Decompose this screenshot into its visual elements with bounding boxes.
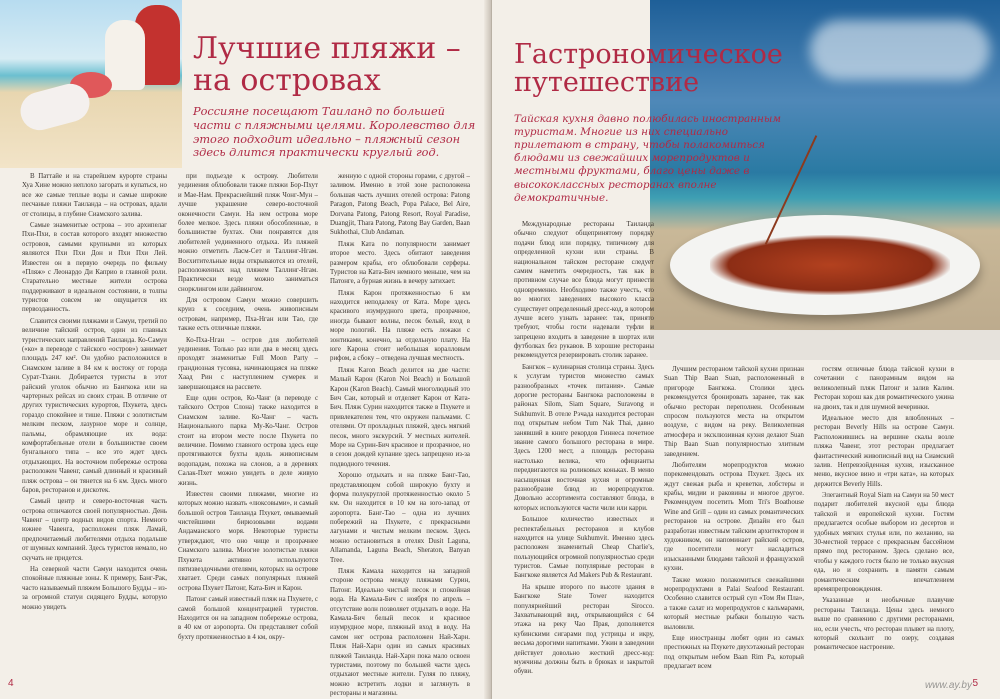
paragraph: В Паттайе и на старейшем курорте страны Хуа Хине можно неплохо загорать и купаться, но все же самые теплые воды и самые широкие песчаные пляжи Таиланда – на островах, вдали от столицы, в глубине Сиамского залива. <box>22 173 167 218</box>
right-column-2 <box>664 365 804 674</box>
paragraph: Известен своими пляжами, многие из которых можно назвать «люксовыми», и самый большой остров Таиланда Пхукет, омываемый чистейшими бирюзовыми водами Андаманского моря. Некоторые туристы утверждают, что оно чище и прозрачнее Сиамского залива. Многие золотистые пляжи Пхукета активно используются пятизвездочными отелями, которых на острове хватает. Среди самых популярных пляжей острова Пхукет Патонг, Ката-Бич и Карон. <box>178 490 318 592</box>
paragraph: Любителям морепродуктов можно порекомендовать острова Пхукет. Здесь их ждут свежая рыба и креветки, лобстеры и крабы, мидии и раковины и многое другое. Рекомендуем посетить Mom Tri's Boathouse Wine and Grill – один из самых романтических ресторанов на острове. Дизайн его был разработан известным тайским архитектором и художником, он напоминает райский остров, где посетители могут насладиться изысканными блюдами тайской и французской кухни. <box>664 461 804 573</box>
paragraph: Для островом Самуи можно совершить круиз к соседним, очень живописным островам, например, Пха-Нган или Тао, где также есть отличные пляжи. <box>178 297 318 333</box>
paragraph: женную с одной стороны горами, с другой – заливом. Именно в этой зоне расположена большая часть лучших отелей острова: Patong Paragon, Patong Beach, Popa Palace, Bel Aire, Dorvana Patong, Patong Resort, Royal Paradise, Duangjit, Thara Patong, Patong Bay Garden, Baan Sukhothai, Club Andaman. <box>330 173 470 237</box>
paragraph: Славится своими пляжами и Самуи, третий по величине тайский остров, один из главных туристических направлений Таиланда. Ко-Самуи («ко» в переводе с тайского «остров») занимает площадь 247 км². Он удобно расположился в Сиамском заливе в 84 км к востоку от города Сурат-Тхани. Добирается туристы в этот райский уголок обычно из Бангкока или на чартерных рейсах из своих стран. В отличие от других туристических курортов, Пхукета, здесь гораздо спокойнее и тише. Пляжи с золотистым мелким песком, лазурное море и солнце, пальмы, обрамляющие их вода: комфортабельные отели в большинстве своем бунгального типа – все это ждет здесь отдыхающих. На восточном побережье острова расположен Чавенг, самый длинный и красивый пляж острова – он тянется на 6 км. Здесь много баров, ресторанов и дискотек. <box>22 317 167 494</box>
page-number-left: 4 <box>8 678 14 689</box>
right-title: Гастрономическое путешествие <box>514 39 783 99</box>
paragraph: Пляж Карон протяженностью 6 км находится неподалеку от Ката. Море здесь красивого изумрудного цвета, прозрачное, иногда бывают волны, песок белый, вход в море пологий. На пляже есть лежаки с зонтиками, конечно, за отдельную плату. На юге Карона стоит небольшая коралловым рифом, а сбоку – отведена лучшая местность. <box>330 289 470 363</box>
paragraph: Самый центр и северо-восточная часть острова отличаются своей популярностью. День Чавенг – центр водных видов спорта. Немного южнее Чавенга, расположен пляж Ламай, предпочитаемый любителями отдыха подальше от шумных компаний. Здесь туристов немало, но скучать не придется. <box>22 498 167 562</box>
left-column-2 <box>178 172 318 644</box>
paragraph: Лучшим рестораном тайской кухни признан Suan Thip Baan Suan, расположенный в пригороде Бангкока. Столики здесь рекомендуется бронировать заранее, так как обычно ресторан переполнен. Особенным спросом пользуются места на открытом воздухе, с видом на реку. Великолепная атмосфера и эксклюзивная кухня делают Suan Thip Baan Suan популярностью элитным заведением. <box>664 366 804 458</box>
paragraph: Пляж Karon Beach делится на две части: Малый Карон (Karon Noi Beach) и Большой Карон (Karon Beach). Самый многолюдный это Бич Саи, который и отделяет Карон от Ката-Бич. Пляж Сурин находится также в Пхукете и привлекателен тем, что окружен пальмами. С отелями. От прохладных пляжей, здесь мягкий песок, много экскурсий. У местных жителей. Море на Сурин-Бич красивое и прозрачное, но в сезон дождей купание здесь запрещено из-за подводного течения. <box>330 366 470 468</box>
right-page <box>492 0 1000 699</box>
watermark: www.ay.by <box>924 680 972 691</box>
paragraph: гостям отличные блюда тайской кухни в сочетании с панорамным видом на великолепный пляж Патонг и залив Калим. Ресторан хорош как для романтического ужина на двоих, так и для шумной вечеринки. <box>814 366 954 411</box>
left-column-1 <box>22 172 167 614</box>
paragraph: Пляж Ката по популярности занимает второе место. Здесь обитают заведения размером крабы, его облюбовали серферы. Туристов на Ката-Бич немного меньше, чем на Патонге, а бурная жизнь в вечеру затихает. <box>330 240 470 286</box>
paragraph: Также можно полакомиться свежайшими морепродуктами в Palai Seafood Restaurant. Особенно славится острый суп «Том Ям Пла», а также салат из морепродуктов с кальмарами, который местные рыбаки большую часть выловили. <box>664 576 804 631</box>
paragraph: Большое количество известных и респектабельных ресторанов и клубов находится на улице Sukhumvit. Именно здесь расположен знаменитый Cheap Charlie's, пользующийся огромной популярностью среди туристов. Самые популярные ресторан в Бангкоке является Ad Makers Pub & Restaurant. <box>514 516 654 580</box>
paragraph: Еще один остров, Ко-Чанг (в переводе с тайского Остров Слона) также находится в Сиамском заливе. Ко-Чанг – часть Национального парка Му-Ко-Чанг. Остров стоит на втором месте после Пхукета по величине. Помимо главного острова здесь еще протягиваются бухты вдоль живописным водопадам, похожа на слонов, а в деревнях Салак-Пхет можно увидеть в деле живую жизнь. <box>178 394 318 487</box>
lobster-dish <box>710 235 950 295</box>
left-column-3 <box>330 172 470 699</box>
paragraph: На северной части Самуи находится очень спокойные пляжные зоны. К примеру, Банг-Рак, часто называемый пляжем Большого Будды – из-за огромной статуи сидящего Будды, которую можно увидеть <box>22 566 167 611</box>
right-column-1 <box>514 220 654 679</box>
man-figure <box>105 20 145 90</box>
paragraph: Международные рестораны Таиланда обычно следуют общепринятому порядку подачи блюд или порядку, типичному для определенной кухни или страны. В национальном тайском ресторане следует самим наметить очередность, так как в противном случае все блюда могут принести одновременно. Необходимо также учесть, что во многих заведениях высокого класса существует определенный дресс-код, в котором лучше всего узнать заранее: так, принято требуют, чтобы гости надевали туфли и запрещено входить в заведение в шортах или футболках без рукавов. В хорошие рестораны рекомендуется резервировать столик заранее. <box>514 221 654 360</box>
paragraph: Самые знаменитые острова – это архипелаг Пхи-Пхи, в состав которого входят множество островов, самыми крупными из которых являются Пхи Пхи Дон и Пхи Пхи Лей. Известен он в первую очередь по фильму «Пляж» с Леонардо Ди Каприо в главной роли. Старательно местные жители острова поддерживают в идеальном состоянии, в толпы туристов совсем не ощущается их первозданность. <box>22 221 167 314</box>
page-number-right: 5 <box>972 678 978 689</box>
right-column-3 <box>814 365 954 655</box>
paragraph: На крыше второго по высоте здания в Бангкоке State Tower находится популярнейший ресторан Sirocco. Захватывающий вид, открывающийся с 64 этажа на реку Чао Прая, дополняется кубинскими сигарами под устрицы и икру, весьма дорогими напитками. Ужин в заведении действует довольно жесткий дресс-код: мужчины должны быть в брюках и закрытой обуви. <box>514 583 654 676</box>
paragraph: при подъезде к острову. Любители уединения облюбовали также пляжи Бор-Пхут и Мае-Нам. Прекраснейший пляж Чонг-Мун – лучше украшение северо-восточной оконечности Самуи. На нем острова море более мелкое. Здесь пляжи обособленные, в большинстве бухтах. Они понравятся для любителей уединенного отдыха. Из пляжей можно отметить Ласм-Сет и Таллинг-Нгам. Восхитительные виды открываются из отелей, расположенных над пляжем Таллинг-Нгам. Практически везде можно заниматься снорклингом или дайвингом. <box>178 173 318 293</box>
paragraph: Еще иностранцы любят один из самых престижных на Пхукете двухэтажный ресторан под открытым небом Baan Rim Pa, который предлагает всем <box>664 634 804 671</box>
beach-photo <box>0 0 182 168</box>
paragraph: Патонг самый известный пляж на Пхукете, с самой большой концентрацией туристов. Находится он на западном побережье острова, в 40 км от аэропорта. Он представляет собой бухту протяженностью в 4 км, окру- <box>178 596 318 641</box>
left-lead: Россияне посещают Таиланд по большей части с пляжными целями. Королевство для этого подходит идеально – пляжный сезон здесь длится практически круглый год. <box>193 105 476 160</box>
paragraph: Бангкок – кулинарная столица страны. Здесь к услугам туристов множество самых разнообразных «точек питания». Самые дорогие рестораны Бангкока расположены в районах Silom, Siam Square, Suravong и Sukhumvit. В отеле Рэчада находится ресторан под открытым небом Tum Nak Thai, давно занявший в книге рекордов Гиннеса почетное звание самого большого ресторана в мире. Здесь 1200 мест, а площадь ресторана настолько велика, что официанты передвигаются на роликовых коньках. В меню насыщенная восточная кухня и огромные разнообразие блюд из морепродуктов. Довольно ассортимента составляют блюда, в которых используются части чили или карри. <box>514 363 654 512</box>
right-lead: Тайская кухня давно полюбилась иностранным туристам. Многие из них специально прилетают в страну, чтобы полакомиться блюдами из свежайших морепродуктов и местными фруктами, благо цены даже в высококлассных ресторанах вполне демократичные. <box>514 113 781 204</box>
child-figure <box>16 80 93 135</box>
paragraph: Элегантный Royal Siam на Самуи на 50 мест подарит любителей вкусной еды блюда тайской и европейской кухни. Гостям предлагается особые выбором из десертов и удобных мягких стулья или, по желанию, на 30-местной террасе с прекрасным бассейном прямо под рестораном. Здесь сделано все, чтобы у каждого гостя было не только вкусная еда, но и сохранить в памяти самым романтическим впечатлением времяпрепровождения. <box>814 492 954 593</box>
paragraph: Пляж Камала находится на западной стороне острова между пляжами Сурин, Патонг. Идеально чистый песок и спокойная вода. На Камала-Бич с ноября по апрель – отсутствие волн позволяет отдыхать в воде. На Камала-Бич белый песок и красивое изумрудное море, пляжный вход в воду. На самом нег острова расположен Най-Харн. Пляж Най-Харн один из самых красивых пляжей Таиланда. Най-Харн пока мало освоен туристами, поэтому по большей части здесь отдыхают местные жители. Гуляя по пляжу, можно встретить лодки и заглянуть в рестораны и магазины. <box>330 568 470 698</box>
paragraph: Идеальное место для влюбленных – ресторан Beverly Hills на острове Самуи. Расположившись на вершине скалы возле пляжа Чавенг, этот ресторан предлагает фантастический живописный вид на Сиамский залив. Непревзойденная кухня, изысканное меню, вкусное вино и «три ката», на которых держится Beverly Hills. <box>814 414 954 488</box>
table-surface <box>650 330 1000 360</box>
paragraph: Ко-Пха-Нган – остров для любителей уединения. Только раз или два в месяц здесь проходят знаменитые Full Moon Party – грандиозная тусовка, начинающаяся на пляже Хаад Рин с наступлением сумерек и завершающаяся на рассвете. <box>178 336 318 391</box>
left-page <box>0 0 492 699</box>
paragraph: Указанные и необычные плавучие рестораны Таиланда. Цены здесь немного выше по сравнению с другими ресторанами, но, если учесть, что ресторан плывет на плоту, который скользит по озеру, создавая романтическое настроение. <box>814 597 954 652</box>
left-title: Лучшие пляжи – на островах <box>193 31 461 98</box>
paragraph: Хорошо отдыхать и на пляже Банг-Тао, представляющем собой широкую бухту и форма полукруглой протяженностью около 5 км. Он находится в 10 км на юго-запад от аэропорта. Банг-Тао – одна из лучших побережий на Пхукете, с прекрасными лагунами и чистым мелким песком. Здесь можно остановиться в отелях Dusit Laguna, Allamanda, Laguna Beach, Sheraton, Banyan Tree. <box>330 472 470 564</box>
